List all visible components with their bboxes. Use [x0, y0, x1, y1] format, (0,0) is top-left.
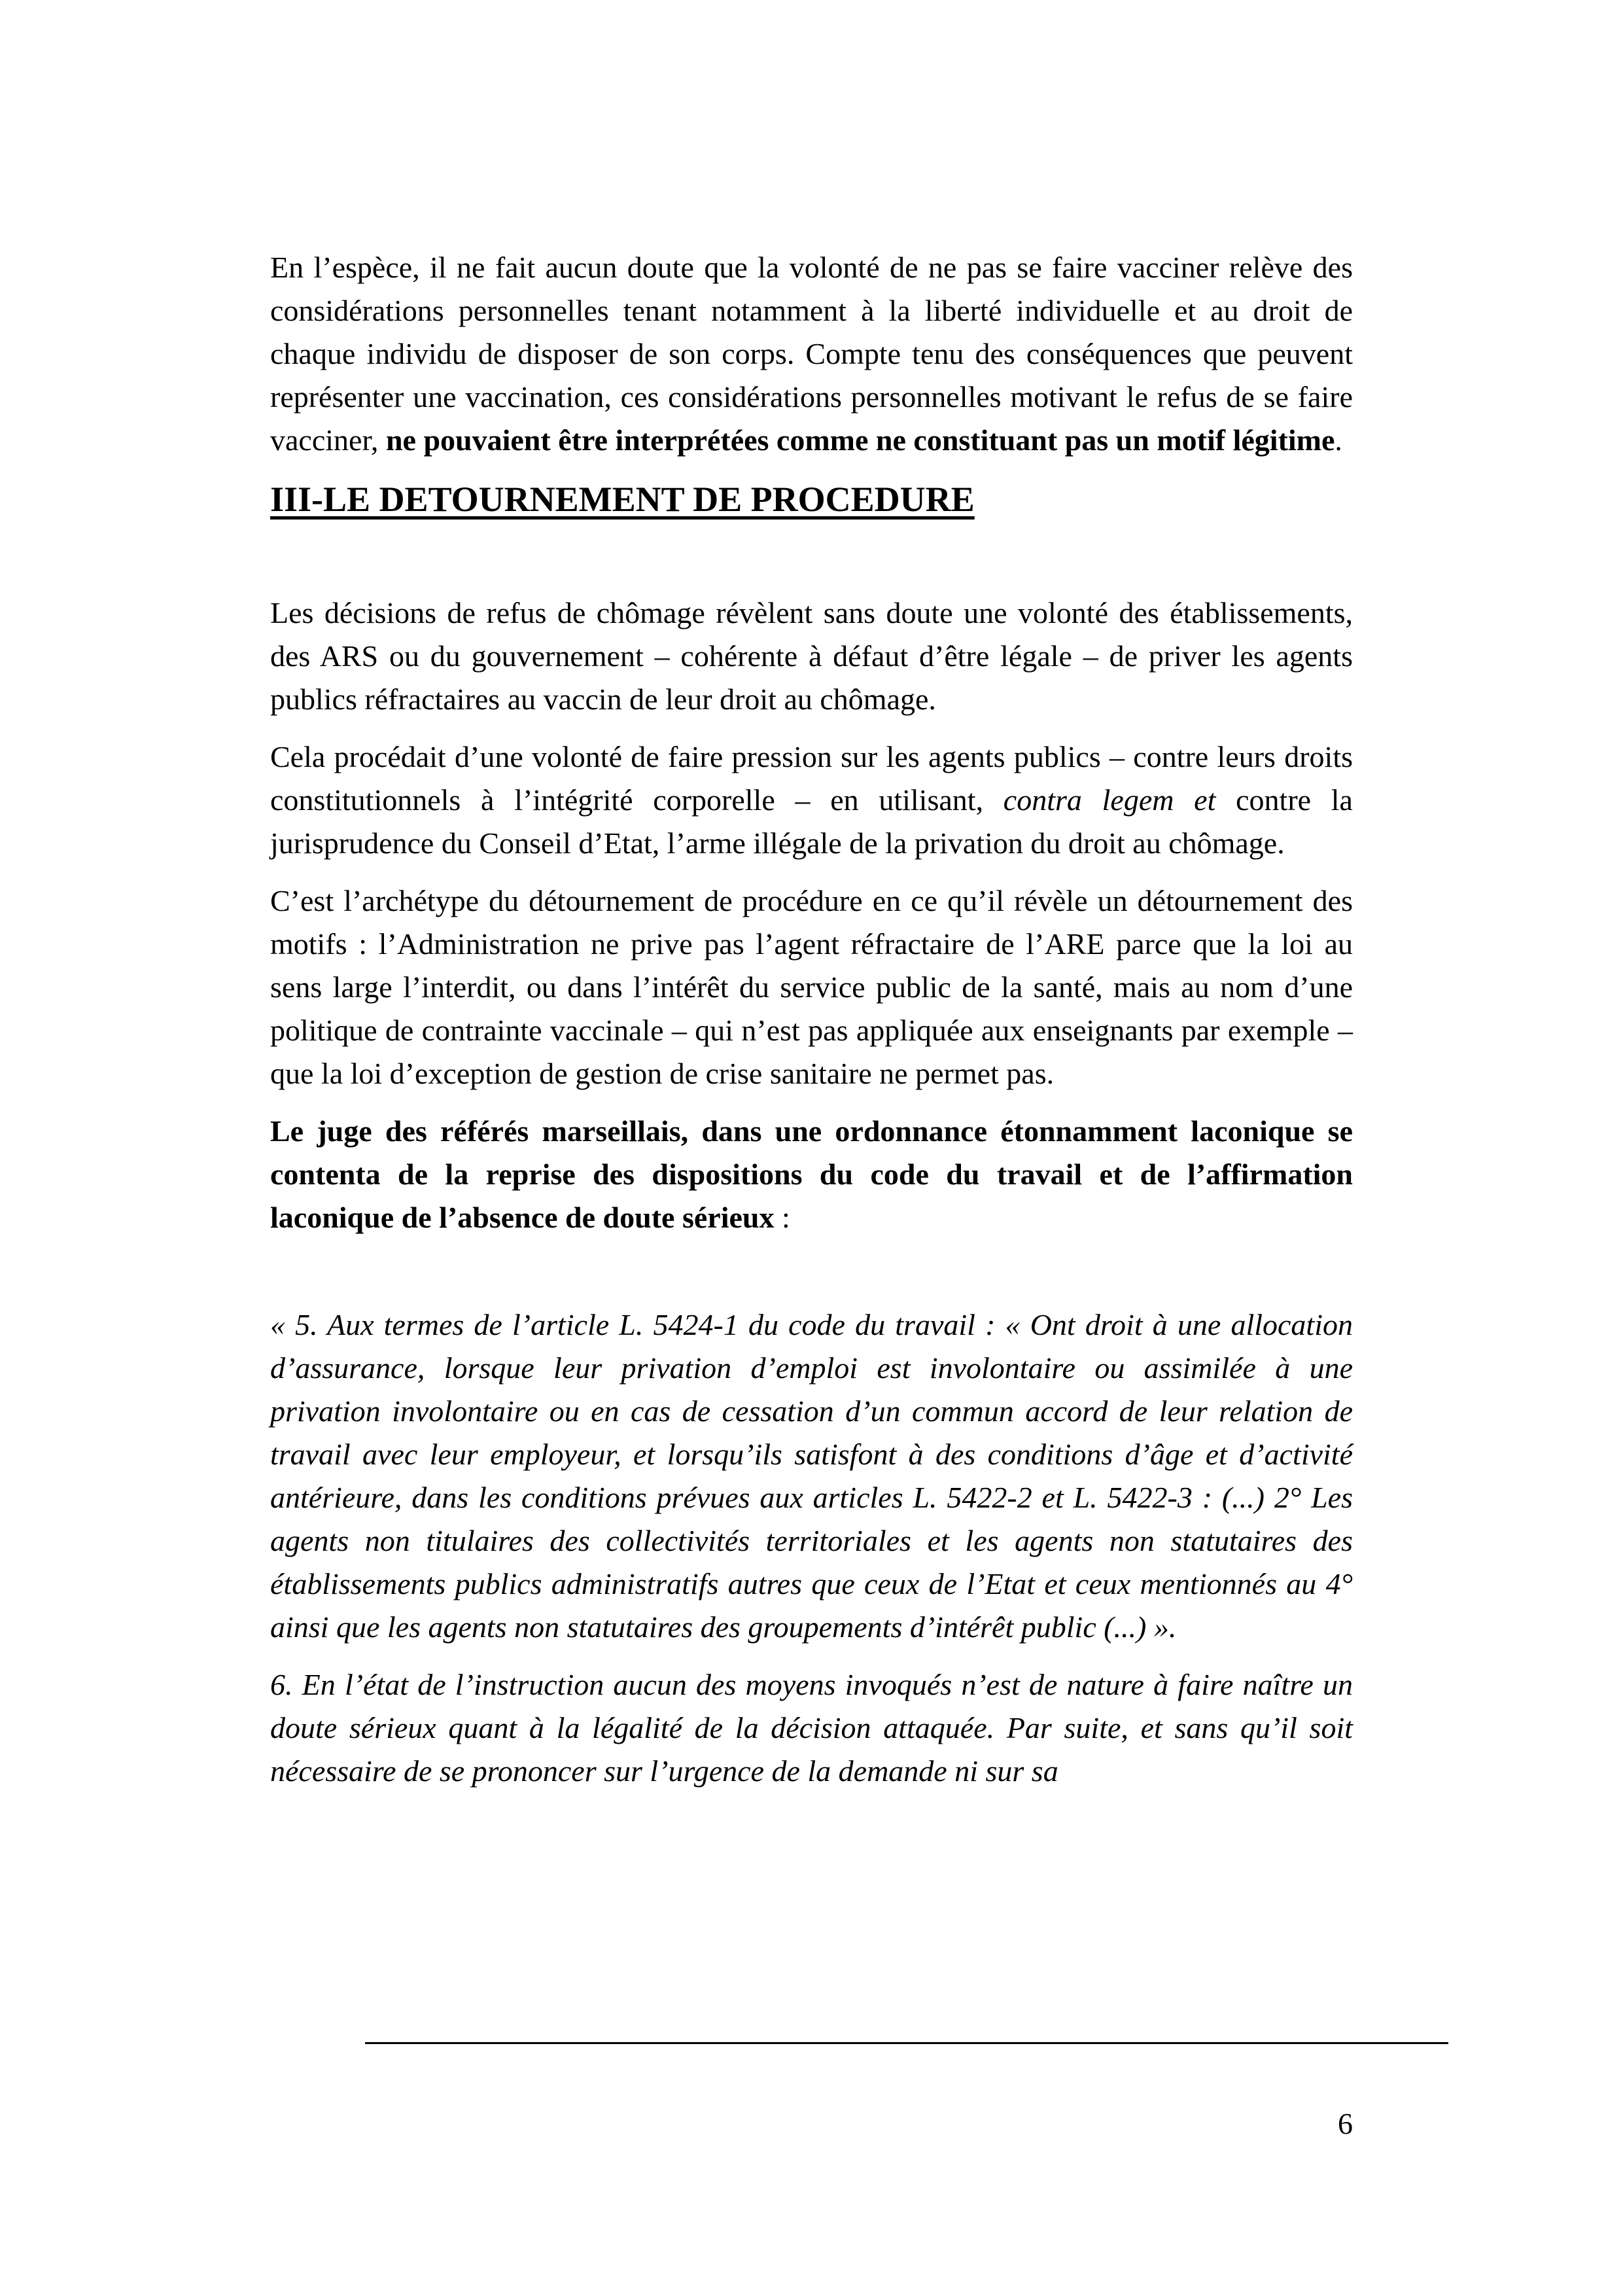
spacer: [270, 522, 1353, 592]
paragraph-end: :: [774, 1201, 790, 1234]
paragraph-refusal-decisions: Les décisions de refus de chômage révèlent sans doute une volonté des établissements, des ARS ou du gouvernement – cohérente à défaut d’être légale – de priver les agents publics réfractaires au vaccin de leur droit au chômage.: [270, 596, 1353, 716]
paragraph-italic-text: contra legem et: [1003, 783, 1216, 817]
document-body: [270, 246, 1353, 1807]
spacer: [270, 1254, 1353, 1303]
quote-article-l5424-1: « 5. Aux termes de l’article L. 5424-1 du code du travail : « Ont droit à une allocation d’assurance, lorsque leur privation d’emploi est involontaire ou assimilée à une privation involontaire ou en cas de cessation d’un commun accord de leur relation de travail avec leur employeur, et lorsqu’ils satisfont à des conditions d’âge et d’activité antérieure, dans les conditions prévues aux articles L. 5422-2 et L. 5422-3 : (...) 2° Les agents non titulaires des collectivités territoriales et les agents non statutaires des établissements publics administratifs autres que ceux de l’Etat et ceux mentionnés au 4° ainsi que les agents non statutaires des groupements d’intérêt public (...) ».: [270, 1308, 1353, 1644]
page-number: 6: [1338, 2107, 1353, 2140]
section-heading: III-LE DETOURNEMENT DE PROCEDURE: [270, 480, 975, 519]
footer-divider: [365, 2042, 1448, 2044]
paragraph-vaccination-refusal: [270, 246, 1353, 462]
quote-point-6: 6. En l’état de l’instruction aucun des moyens invoqués n’est de nature à faire naître un doute sérieux quant à la légalité de la décision attaquée. Par suite, et sans qu’il soit nécessaire de se prononcer sur l’urgence de la demande ni sur sa: [270, 1668, 1353, 1788]
paragraph-bold-text: ne pouvaient être interprétées comme ne constituant pas un motif légitime: [385, 423, 1335, 457]
paragraph-end: contre la jurisprudence du Conseil d’Etat, l’arme illégale de la privation du droit au chômage.: [270, 783, 1353, 860]
paragraph-bold-text: Le juge des référés marseillais, dans une ordonnance étonnamment laconique se contenta de la reprise des dispositions du code du travail et de l’affirmation laconique de l’absence de doute sérieux: [270, 1114, 1353, 1234]
paragraph-archetype: C’est l’archétype du détournement de procédure en ce qu’il révèle un détournement des motifs : l’Administration ne prive pas l’agent réfractaire de l’ARE parce que la loi au sens large l’interdit, ou dans l’intérêt du service public de la santé, mais au nom d’une politique de contrainte vaccinale – qui n’est pas appliquée aux enseignants par exemple – que la loi d’exception de gestion de crise sanitaire ne permet pas.: [270, 884, 1353, 1090]
paragraph-judge: [270, 1110, 1353, 1239]
paragraph-end: .: [1335, 423, 1342, 457]
paragraph-text: Cela procédait d’une volonté de faire pression sur les agents publics – contre leurs droits constitutionnels à l’intégrité corporelle – en utilisant,: [270, 740, 1353, 817]
paragraph-pressure: [270, 735, 1353, 865]
paragraph-text: En l’espèce, il ne fait aucun doute que la volonté de ne pas se faire vacciner relève des considérations personnelles tenant notamment à la liberté individuelle et au droit de chaque individu de disposer de son corps. Compte tenu des conséquences que peuvent représenter une vaccination, ces considérations personnelles motivant le refus de se faire vacciner,: [270, 251, 1353, 457]
